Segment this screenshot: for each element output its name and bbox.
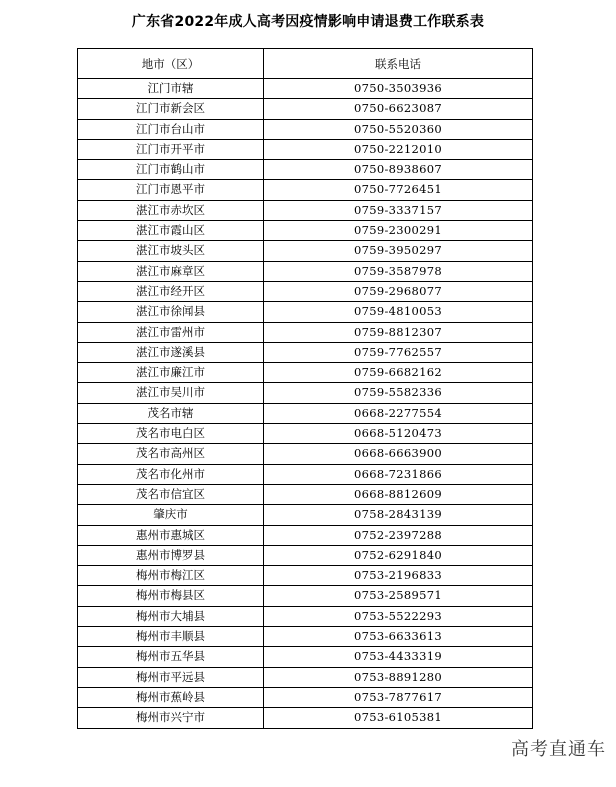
region-cell: 茂名市化州市 xyxy=(78,464,264,484)
phone-cell: 0750-8938607 xyxy=(264,160,533,180)
phone-cell: 0759-3337157 xyxy=(264,200,533,220)
phone-cell: 0668-8812609 xyxy=(264,484,533,504)
phone-cell: 0759-5582336 xyxy=(264,383,533,403)
phone-cell: 0759-8812307 xyxy=(264,322,533,342)
region-column-header: 地市（区） xyxy=(78,49,264,79)
phone-cell: 0668-2277554 xyxy=(264,403,533,423)
table-row xyxy=(78,160,533,180)
region-cell: 茂名市信宜区 xyxy=(78,484,264,504)
table-row xyxy=(78,79,533,99)
phone-cell: 0753-7877617 xyxy=(264,687,533,707)
table-row xyxy=(78,180,533,200)
phone-cell: 0753-2589571 xyxy=(264,586,533,606)
region-cell: 湛江市麻章区 xyxy=(78,261,264,281)
table-row xyxy=(78,403,533,423)
region-cell: 湛江市霞山区 xyxy=(78,221,264,241)
table-row xyxy=(78,139,533,159)
header-row xyxy=(78,49,533,79)
region-cell: 梅州市兴宁市 xyxy=(78,708,264,728)
table-row xyxy=(78,545,533,565)
table-row xyxy=(78,261,533,281)
region-cell: 湛江市吴川市 xyxy=(78,383,264,403)
table-row xyxy=(78,687,533,707)
table-row xyxy=(78,647,533,667)
phone-cell: 0759-6682162 xyxy=(264,363,533,383)
region-cell: 惠州市惠城区 xyxy=(78,525,264,545)
table-row xyxy=(78,281,533,301)
region-cell: 江门市台山市 xyxy=(78,119,264,139)
region-cell: 湛江市徐闻县 xyxy=(78,302,264,322)
table-row xyxy=(78,342,533,362)
contact-table xyxy=(77,48,533,729)
phone-cell: 0753-2196833 xyxy=(264,566,533,586)
region-cell: 肇庆市 xyxy=(78,505,264,525)
phone-cell: 0759-2300291 xyxy=(264,221,533,241)
region-cell: 茂名市电白区 xyxy=(78,424,264,444)
phone-cell: 0750-3503936 xyxy=(264,79,533,99)
phone-cell: 0752-6291840 xyxy=(264,545,533,565)
phone-cell: 0668-6663900 xyxy=(264,444,533,464)
table-row xyxy=(78,484,533,504)
table-row xyxy=(78,667,533,687)
table-row xyxy=(78,363,533,383)
phone-cell: 0759-3587978 xyxy=(264,261,533,281)
region-cell: 梅州市平远县 xyxy=(78,667,264,687)
phone-cell: 0750-7726451 xyxy=(264,180,533,200)
phone-cell: 0759-4810053 xyxy=(264,302,533,322)
table-row xyxy=(78,525,533,545)
region-cell: 梅州市梅县区 xyxy=(78,586,264,606)
region-cell: 湛江市坡头区 xyxy=(78,241,264,261)
phone-cell: 0668-5120473 xyxy=(264,424,533,444)
region-cell: 梅州市五华县 xyxy=(78,647,264,667)
region-cell: 江门市恩平市 xyxy=(78,180,264,200)
region-cell: 惠州市博罗县 xyxy=(78,545,264,565)
table-row xyxy=(78,708,533,728)
watermark-logo-text: 高考直通车 xyxy=(511,739,606,760)
table-row xyxy=(78,424,533,444)
region-cell: 茂名市高州区 xyxy=(78,444,264,464)
phone-cell: 0759-7762557 xyxy=(264,342,533,362)
table-row xyxy=(78,221,533,241)
table-row xyxy=(78,200,533,220)
region-cell: 湛江市雷州市 xyxy=(78,322,264,342)
table-row xyxy=(78,322,533,342)
region-cell: 湛江市经开区 xyxy=(78,281,264,301)
region-cell: 茂名市辖 xyxy=(78,403,264,423)
phone-cell: 0752-2397288 xyxy=(264,525,533,545)
table-row xyxy=(78,586,533,606)
phone-cell: 0759-2968077 xyxy=(264,281,533,301)
region-cell: 梅州市梅江区 xyxy=(78,566,264,586)
table-row xyxy=(78,119,533,139)
phone-cell: 0753-4433319 xyxy=(264,647,533,667)
table-row xyxy=(78,566,533,586)
table-row xyxy=(78,627,533,647)
table-row xyxy=(78,505,533,525)
region-cell: 湛江市廉江市 xyxy=(78,363,264,383)
region-cell: 梅州市大埔县 xyxy=(78,606,264,626)
phone-cell: 0750-2212010 xyxy=(264,139,533,159)
table-row xyxy=(78,99,533,119)
phone-cell: 0753-6105381 xyxy=(264,708,533,728)
phone-cell: 0753-5522293 xyxy=(264,606,533,626)
phone-cell: 0668-7231866 xyxy=(264,464,533,484)
region-cell: 江门市新会区 xyxy=(78,99,264,119)
phone-cell: 0753-8891280 xyxy=(264,667,533,687)
page-title: 广东省2022年成人高考因疫情影响申请退费工作联系表 xyxy=(131,14,485,30)
region-cell: 梅州市丰顺县 xyxy=(78,627,264,647)
table-row xyxy=(78,444,533,464)
table-body xyxy=(78,79,533,729)
region-cell: 江门市鹤山市 xyxy=(78,160,264,180)
phone-cell: 0750-6623087 xyxy=(264,99,533,119)
table-row xyxy=(78,302,533,322)
table-row xyxy=(78,464,533,484)
phone-cell: 0753-6633613 xyxy=(264,627,533,647)
table-row xyxy=(78,383,533,403)
region-cell: 湛江市遂溪县 xyxy=(78,342,264,362)
phone-cell: 0759-3950297 xyxy=(264,241,533,261)
table-row xyxy=(78,606,533,626)
phone-cell: 0750-5520360 xyxy=(264,119,533,139)
region-cell: 湛江市赤坎区 xyxy=(78,200,264,220)
phone-cell: 0758-2843139 xyxy=(264,505,533,525)
region-cell: 江门市开平市 xyxy=(78,139,264,159)
table-row xyxy=(78,241,533,261)
region-cell: 梅州市蕉岭县 xyxy=(78,687,264,707)
region-cell: 江门市辖 xyxy=(78,79,264,99)
phone-column-header: 联系电话 xyxy=(264,49,533,79)
table-header xyxy=(78,49,533,79)
